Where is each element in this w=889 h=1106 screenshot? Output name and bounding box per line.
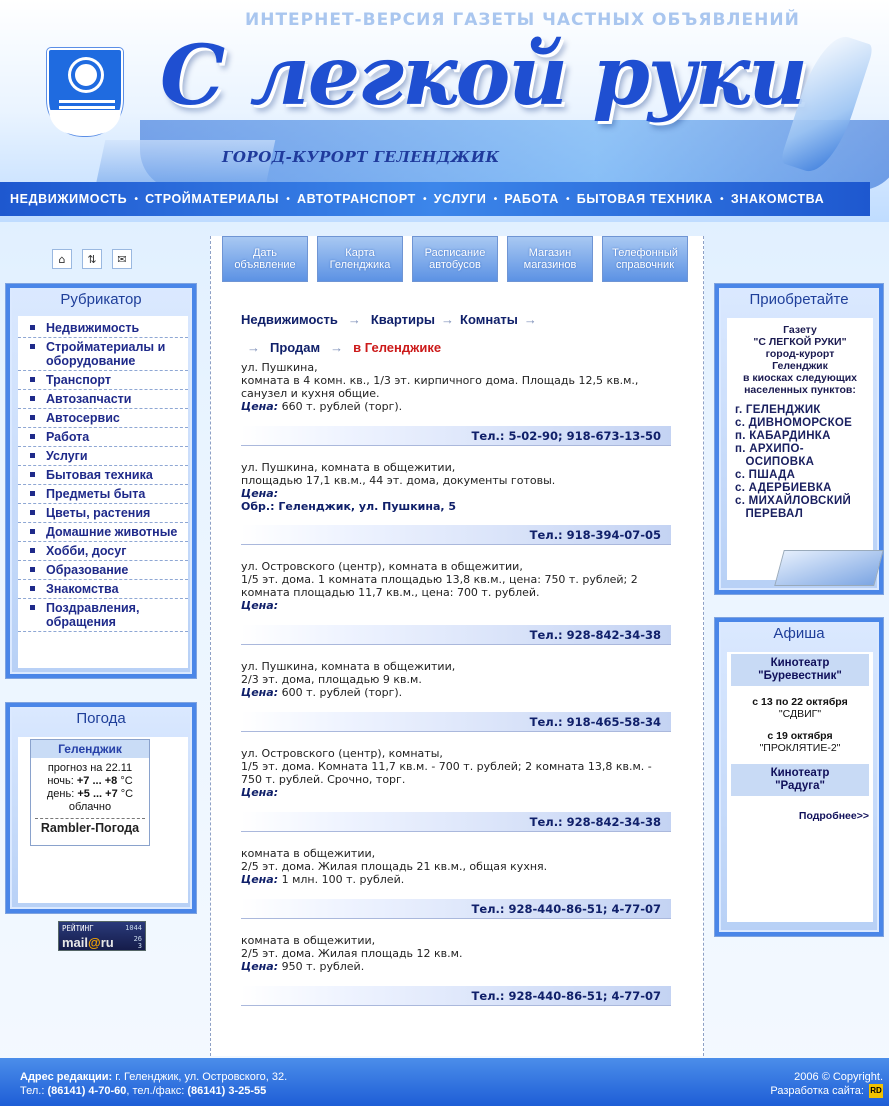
mail-icon[interactable]: ✉: [112, 249, 132, 269]
listing-item: [241, 660, 673, 699]
rubric-item[interactable]: Работа: [18, 428, 188, 447]
site-header: [0, 0, 889, 222]
nav-services[interactable]: УСЛУГИ: [433, 192, 487, 206]
quick-buttons: [222, 236, 688, 282]
listing-price: Цена:: [241, 487, 279, 500]
newspaper-image: [774, 550, 884, 586]
listing-price: Цена: 660 т. рублей (торг).: [241, 400, 403, 413]
rubric-item[interactable]: Хобби, досуг: [18, 542, 188, 561]
afisha-more-link[interactable]: Подробнее>>: [798, 810, 869, 822]
rubricator-title: Рубрикатор: [60, 290, 142, 308]
nav-separator: •: [492, 193, 499, 205]
listing-phone: Тел.: 5-02-90; 918-673-13-50: [241, 426, 671, 446]
rubric-item[interactable]: Стройматериалы и оборудование: [18, 338, 188, 371]
weather-card: [30, 739, 150, 846]
crumb-current: в Геленджике: [353, 340, 442, 355]
rubricator-list: [18, 319, 188, 632]
crumb-realty[interactable]: Недвижимость: [241, 312, 338, 327]
kiosk-place: с. ДИВНОМОРСКОЕ: [735, 417, 853, 429]
arrow-right-icon: →: [347, 312, 361, 327]
listing-text: ул. Пушкина, комната в 4 комн. кв., 1/3 эт. кирпичного дома. Площадь 12,5 кв.м., санузел и кухня общие.: [241, 361, 639, 400]
afisha-box: [727, 652, 873, 922]
rubric-item[interactable]: Знакомства: [18, 580, 188, 599]
nav-separator: •: [285, 193, 291, 205]
nav-auto[interactable]: АВТОТРАНСПОРТ: [296, 192, 416, 206]
nav-realty[interactable]: НЕДВИЖИМОСТЬ: [10, 192, 128, 206]
listing-price: Цена:: [241, 786, 279, 799]
kiosk-place: с. АДЕРБИЕВКА: [735, 482, 832, 494]
nav-appliances[interactable]: БЫТОВАЯ ТЕХНИКА: [576, 192, 713, 206]
weather-panel: [5, 702, 197, 914]
nav-dating[interactable]: ЗНАКОМСТВА: [730, 192, 825, 206]
site-logo[interactable]: С легкой руки: [160, 28, 806, 124]
listing-phone: Тел.: 928-440-86-51; 4-77-07: [241, 899, 671, 919]
listing-phone: Тел.: 918-394-07-05: [241, 525, 671, 545]
rubric-item[interactable]: Транспорт: [18, 371, 188, 390]
arrow-right-icon: →: [523, 312, 537, 327]
nav-separator: •: [421, 193, 428, 205]
listing-text: ул. Островского (центр), комнаты, 1/5 эт. дома. Комната 11,7 кв.м. - 700 т. рублей; 2 комната 13,8 кв.м. - 750 т. рублей. Срочно, торг.: [241, 747, 652, 786]
rubricator-panel: [5, 283, 197, 679]
listing-address: Обр.: Геленджик, ул. Пушкина, 5: [241, 500, 457, 513]
nav-building[interactable]: СТРОЙМАТЕРИАЛЫ: [145, 192, 280, 206]
buy-intro: Газету "С ЛЕГКОЙ РУКИ" город-курорт Геленджик в киосках следующих населенных пунктов:: [742, 324, 857, 396]
header-city: ГОРОД-КУРОРТ ГЕЛЕНДЖИК: [222, 148, 500, 166]
rubric-item[interactable]: Образование: [18, 561, 188, 580]
weather-sky: облачно: [68, 801, 112, 813]
crumb-rooms[interactable]: Комнаты: [460, 312, 518, 327]
showtime: с 19 октября "ПРОКЛЯТИЕ-2": [759, 730, 841, 754]
rubric-item[interactable]: Бытовая техника: [18, 466, 188, 485]
kiosk-place: с. ПШАДА: [735, 469, 796, 481]
kiosk-places: [727, 404, 873, 521]
weather-day: день: +5 ... +7 °C: [46, 788, 134, 800]
nav-separator: •: [564, 193, 571, 205]
listing-item: [241, 847, 673, 886]
bus-schedule-button[interactable]: Расписание автобусов: [412, 236, 498, 282]
listing-item: [241, 361, 673, 413]
city-crest-icon[interactable]: [47, 48, 123, 136]
arrow-right-icon: →: [247, 340, 260, 355]
listing-price: Цена: 950 т. рублей.: [241, 960, 365, 973]
weather-forecast-date: прогноз на 22.11: [47, 762, 133, 774]
post-ad-button[interactable]: Дать объявление: [222, 236, 308, 282]
listing-text: ул. Островского (центр), комната в общежитии, 1/5 эт. дома. 1 комната площадью 13,8 кв.м., цена: 750 т. рублей; 2 комната площадью 11,7 кв.м., цена: 700 т. рублей.: [241, 560, 638, 599]
cinema-raduga[interactable]: Кинотеатр "Радуга": [731, 764, 869, 796]
listing-item: [241, 461, 673, 513]
city-map-button[interactable]: Карта Геленджика: [317, 236, 403, 282]
listing-phone: Тел.: 928-842-34-38: [241, 812, 671, 832]
copyright: 2006 © Copyright. Разработка сайта: RD: [770, 1071, 883, 1097]
home-icon[interactable]: ⌂: [52, 249, 72, 269]
listing-price: Цена: 600 т. рублей (торг).: [241, 686, 403, 699]
rubric-item[interactable]: Услуги: [18, 447, 188, 466]
cinema-burevestnik[interactable]: Кинотеатр "Буревестник": [731, 654, 869, 686]
editorial-address: Адрес редакции: г. Геленджик, ул. Островского, 32. Тел.: (86141) 4-70-60, тел./факс: (86141) 3-25-55: [20, 1071, 288, 1097]
kiosk-place: г. ГЕЛЕНДЖИК: [735, 404, 821, 416]
afisha-panel: [714, 617, 884, 937]
afisha-title: Афиша: [773, 624, 825, 642]
weather-title: Погода: [76, 709, 126, 727]
listing-text: ул. Пушкина, комната в общежитии, 2/3 эт. дома, площадью 9 кв.м.: [241, 660, 456, 686]
mail-rating-counter[interactable]: РЕЙТИНГ 1044 mail@ru 26 3: [58, 921, 146, 951]
rubric-item[interactable]: Автозапчасти: [18, 390, 188, 409]
mail-ru-logo: mail@ru: [62, 935, 114, 950]
listing-item: [241, 934, 673, 973]
listing-price: Цена: 1 млн. 100 т. рублей.: [241, 873, 405, 886]
kiosk-place: с. МИХАЙЛОВСКИЙ ПЕРЕВАЛ: [735, 495, 852, 520]
listing-phone: Тел.: 918-465-58-34: [241, 712, 671, 732]
listing-text: ул. Пушкина, комната в общежитии, площадью 17,1 кв.м., 44 эт. дома, документы готовы.: [241, 461, 556, 487]
listing-text: комната в общежитии, 2/5 эт. дома. Жилая площадь 12 кв.м.: [241, 934, 463, 960]
shops-button[interactable]: Магазин магазинов: [507, 236, 593, 282]
rubricator-list-box: [18, 316, 188, 668]
rambler-weather-link[interactable]: Rambler-Погода: [40, 821, 140, 835]
weather-city[interactable]: Геленджик: [31, 740, 149, 758]
listing-text: комната в общежитии, 2/5 эт. дома. Жилая площадь 21 кв.м., общая кухня.: [241, 847, 548, 873]
site-footer: [0, 1058, 889, 1106]
listing-price: Цена:: [241, 599, 279, 612]
breadcrumb: [241, 306, 681, 362]
rubric-item[interactable]: Автосервис: [18, 409, 188, 428]
kiosk-place: п. КАБАРДИНКА: [735, 430, 831, 442]
nav-separator: •: [133, 193, 140, 205]
kiosk-place: п. АРХИПО- ОСИПОВКА: [735, 443, 815, 468]
listing-phone: Тел.: 928-842-34-38: [241, 625, 671, 645]
rubric-item[interactable]: Домашние животные: [18, 523, 188, 542]
rubric-item[interactable]: Недвижимость: [18, 319, 188, 338]
top-nav: [0, 182, 870, 216]
buy-newspaper-panel: [714, 283, 884, 595]
developer-badge-icon[interactable]: RD: [869, 1084, 883, 1098]
weather-night: ночь: +7 ... +8 °C: [47, 775, 133, 787]
nav-separator: •: [718, 193, 725, 205]
listing-item: [241, 747, 673, 799]
buy-box: [727, 318, 873, 580]
nav-jobs[interactable]: РАБОТА: [504, 192, 559, 206]
phonebook-button[interactable]: Телефонный справочник: [602, 236, 688, 282]
showtime: с 13 по 22 октября "СДВИГ": [752, 696, 848, 720]
arrow-right-icon: →: [441, 312, 455, 327]
header-tagline: ИНТЕРНЕТ-ВЕРСИЯ ГАЗЕТЫ ЧАСТНЫХ ОБЪЯВЛЕНИЙ: [245, 10, 800, 30]
rubric-item[interactable]: Предметы быта: [18, 485, 188, 504]
rubric-item[interactable]: Поздравления, обращения: [18, 599, 188, 632]
crumb-sell[interactable]: Продам: [270, 340, 321, 355]
sort-icon[interactable]: ⇅: [82, 249, 102, 269]
buy-title: Приобретайте: [749, 290, 849, 308]
listing-phone: Тел.: 928-440-86-51; 4-77-07: [241, 986, 671, 1006]
utility-icons: [52, 249, 132, 269]
crumb-flats[interactable]: Квартиры: [370, 312, 436, 327]
rubric-item[interactable]: Цветы, растения: [18, 504, 188, 523]
arrow-right-icon: →: [330, 340, 344, 355]
listing-item: [241, 560, 673, 612]
